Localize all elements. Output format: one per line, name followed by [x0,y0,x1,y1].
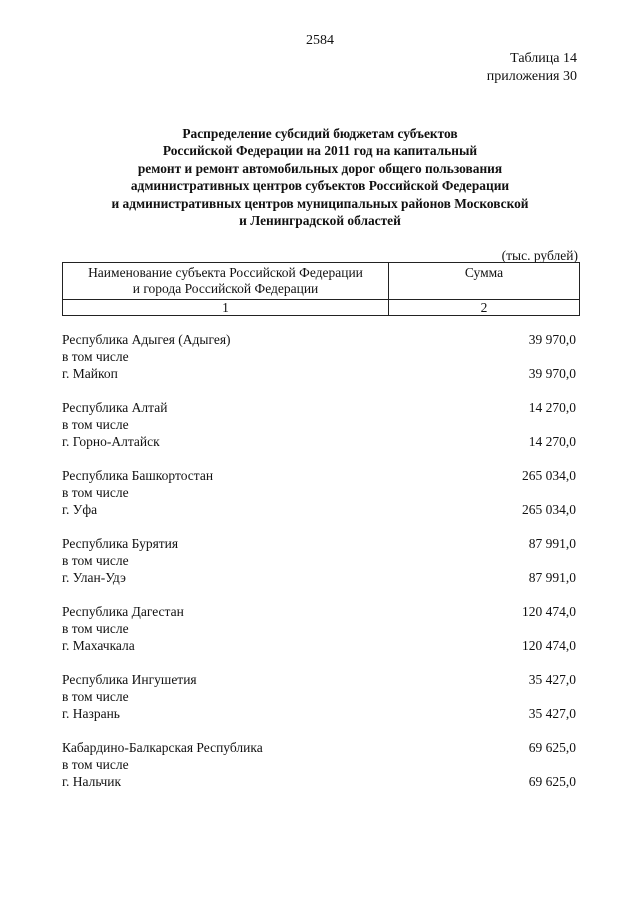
subtitle-in-total: в том числе [62,349,129,364]
subtitle-in-total: в том числе [62,417,129,432]
region-name: Кабардино-Балкарская Республика [62,740,263,755]
region-amount: 87 991,0 [528,536,576,551]
units-label: (тыс. рублей) [501,248,578,263]
region-amount: 35 427,0 [528,672,576,687]
city-name: г. Махачкала [62,638,135,653]
city-name: г. Майкоп [62,366,118,381]
subtitle-in-total: в том числе [62,757,129,772]
region-group [62,331,576,399]
region-name: Республика Адыгея (Адыгея) [62,332,231,347]
table-header [62,262,580,316]
subtitle-in-total: в том числе [62,689,129,704]
region-name: Республика Ингушетия [62,672,197,687]
region-amount: 120 474,0 [522,604,576,619]
subtitle-in-total: в том числе [62,553,129,568]
title-line: ремонт и ремонт автомобильных дорог общего пользования [137,160,503,176]
column-number-1: 1 [63,300,389,316]
region-amount: 69 625,0 [528,740,576,755]
subtitle-in-total: в том числе [62,621,129,636]
region-name: Республика Дагестан [62,604,184,619]
city-amount: 14 270,0 [528,434,576,449]
title-line: административных центров субъектов Российской Федерации [130,178,510,194]
page-number: 2584 [306,33,334,48]
city-name: г. Улан-Удэ [62,570,126,585]
table-ref-line-1: Таблица 14 [510,51,577,66]
city-name: г. Назрань [62,706,120,721]
region-amount: 265 034,0 [522,468,576,483]
subtitle-in-total: в том числе [62,485,129,500]
title-line: Распределение субсидий бюджетам субъектов [182,126,458,141]
region-amount: 39 970,0 [528,332,576,347]
region-group [62,739,576,807]
table-ref-line-2: приложения 30 [486,69,577,84]
city-amount: 120 474,0 [522,638,576,653]
region-amount: 14 270,0 [528,400,576,415]
table-reference [487,50,577,86]
region-group [62,535,576,603]
city-name: г. Нальчик [62,774,122,789]
city-name: г. Горно-Алтайск [62,434,160,449]
city-name: г. Уфа [62,502,98,517]
region-name: Республика Башкортостан [62,468,214,483]
region-name: Республика Алтай [62,400,168,415]
title-line: и Ленинградской областей [239,213,401,229]
region-group [62,399,576,467]
city-amount: 69 625,0 [528,774,576,789]
region-group [62,603,576,671]
city-amount: 87 991,0 [528,570,576,585]
column-header-name: Наименование субъекта Российской Федерации и города Российской Федерации [63,263,389,300]
city-amount: 35 427,0 [528,706,576,721]
table-body [62,331,576,807]
title-line: Российской Федерации на 2011 год на капитальный [162,143,478,159]
city-amount: 265 034,0 [522,502,576,517]
region-name: Республика Бурятия [62,536,179,551]
city-amount: 39 970,0 [528,366,576,381]
column-number-2: 2 [389,300,580,316]
title-line: и административных центров муниципальных районов Московской [111,195,529,211]
document-title [60,125,580,229]
region-group [62,467,576,535]
column-header-amount: Сумма [389,263,580,300]
region-group [62,671,576,739]
